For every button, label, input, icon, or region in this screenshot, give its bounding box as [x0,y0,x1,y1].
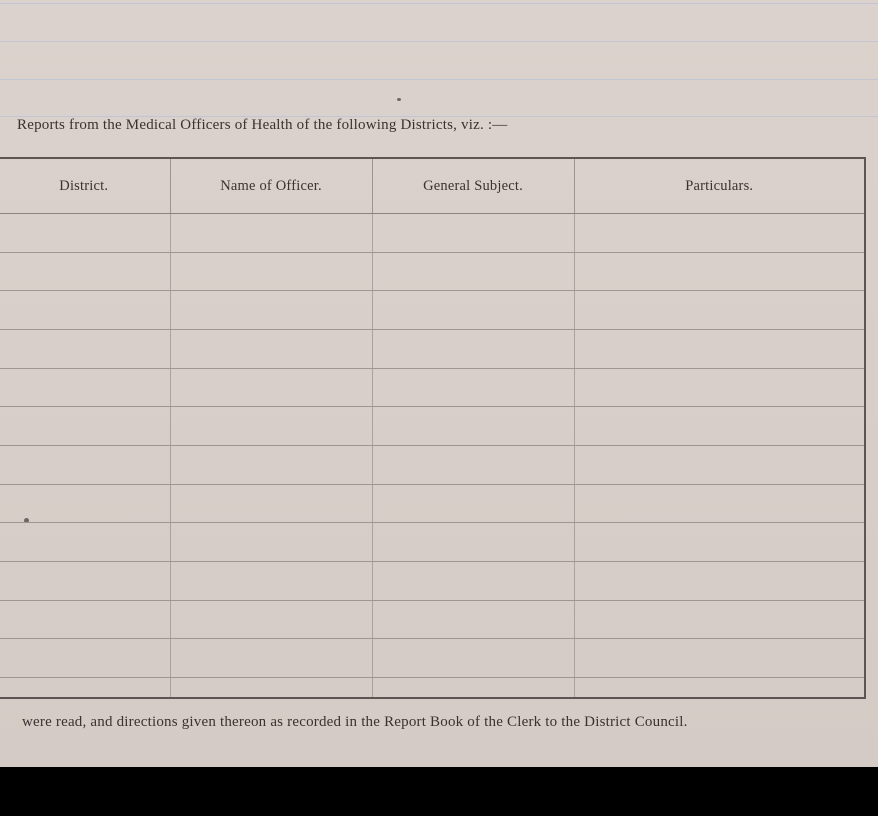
district-cell [0,678,170,697]
column-header-district: District. [0,159,170,214]
particulars-cell [574,523,864,562]
particulars-cell [574,407,864,446]
particulars-cell [574,330,864,369]
particulars-cell [574,252,864,291]
district-cell [0,600,170,639]
table-row [0,330,864,369]
district-cell [0,407,170,446]
particulars-cell [574,368,864,407]
particulars-cell [574,678,864,697]
district-cell [0,639,170,678]
district-cell [0,291,170,330]
officer-cell [170,214,372,253]
subject-cell [372,678,574,697]
officer-cell [170,678,372,697]
particulars-cell [574,600,864,639]
officer-cell [170,639,372,678]
particulars-cell [574,446,864,485]
district-cell [0,330,170,369]
ink-speck [397,98,401,101]
table-row [0,562,864,601]
column-header-particulars: Particulars. [574,159,864,214]
column-header-officer: Name of Officer. [170,159,372,214]
subject-cell [372,523,574,562]
officer-cell [170,600,372,639]
table-row [0,291,864,330]
district-cell [0,523,170,562]
officer-cell [170,291,372,330]
table-row [0,446,864,485]
subject-cell [372,484,574,523]
table-row [0,600,864,639]
footer-note: were read, and directions given thereon as recorded in the Report Book of the Clerk to the District Council. [22,714,688,730]
district-cell [0,252,170,291]
officer-cell [170,252,372,291]
district-cell [0,214,170,253]
officer-cell [170,407,372,446]
district-cell [0,446,170,485]
district-cell [0,368,170,407]
table-row [0,678,864,697]
table-row [0,639,864,678]
table-row [0,484,864,523]
subject-cell [372,330,574,369]
table-row [0,368,864,407]
officer-cell [170,562,372,601]
officer-cell [170,523,372,562]
table-row [0,252,864,291]
officer-cell [170,368,372,407]
subject-cell [372,562,574,601]
particulars-cell [574,562,864,601]
subject-cell [372,252,574,291]
officer-cell [170,330,372,369]
table-row [0,214,864,253]
table-row [0,523,864,562]
reports-heading: Reports from the Medical Officers of Health of the following Districts, viz. :— [17,117,508,133]
subject-cell [372,407,574,446]
particulars-cell [574,214,864,253]
table-row [0,407,864,446]
subject-cell [372,214,574,253]
subject-cell [372,291,574,330]
ruled-line [0,3,878,4]
reports-table [0,157,866,699]
particulars-cell [574,639,864,678]
particulars-cell [574,291,864,330]
subject-cell [372,600,574,639]
district-cell [0,484,170,523]
officer-cell [170,484,372,523]
subject-cell [372,368,574,407]
officer-cell [170,446,372,485]
ruled-line [0,79,878,80]
district-cell [0,562,170,601]
particulars-cell [574,484,864,523]
subject-cell [372,446,574,485]
table-header-row [0,159,864,214]
column-header-subject: General Subject. [372,159,574,214]
ruled-line [0,41,878,42]
subject-cell [372,639,574,678]
